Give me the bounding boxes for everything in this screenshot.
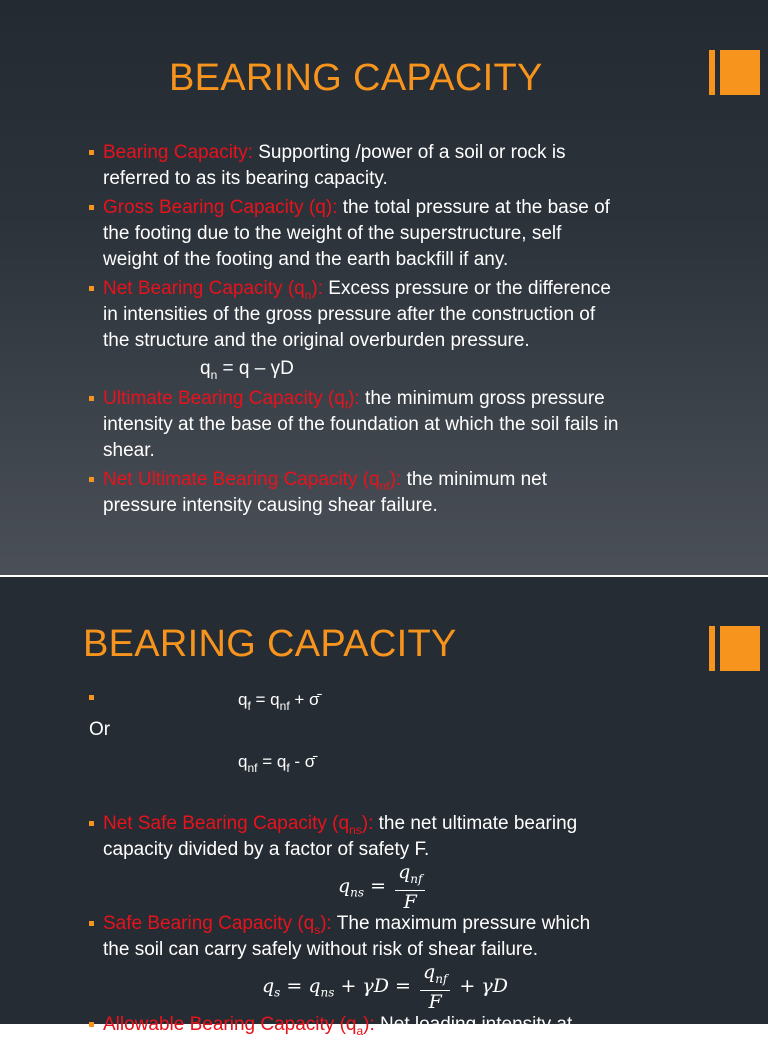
term-bearing-capacity: Bearing Capacity: <box>103 142 253 163</box>
term-ultimate-bearing-capacity: Ultimate Bearing Capacity $(q_f)$: <box>103 388 360 412</box>
term-net-ultimate-bearing-capacity: Net Ultimate Bearing Capacity $(q_{nf})$: <box>103 469 402 493</box>
accent-bar-thick <box>720 50 760 95</box>
net-ultimate-bearing-capacity-def-line-2: pressure intensity causing shear failure. <box>103 495 438 516</box>
term-allowable-bearing-capacity: Allowable Bearing Capacity $(q_a)$: <box>103 1014 375 1038</box>
safe-fraction: $\frac{q_{nf}}{F}$ <box>420 961 450 1013</box>
accent-bar-thick <box>720 626 760 671</box>
term-net-safe-bearing-capacity: Net Safe Bearing Capacity $(q_{ns})$: <box>103 813 374 837</box>
bearing-capacity-def-line-2: referred to as its bearing capacity. <box>103 168 388 189</box>
or-text: Or <box>89 719 111 740</box>
net-safe-bearing-capacity-def-line-1: Net Safe Bearing Capacity $(q_{ns})$: the net ultimate bearing <box>103 813 578 837</box>
net-safe-capacity-equation: $q_{ns}$ = $\frac{q_{nf}}{F}$ <box>338 861 428 913</box>
accent-bar-thin <box>709 626 715 671</box>
bullet-icon <box>89 150 94 155</box>
net-ultimate-capacity-equation: $q_{nf} = q_f$ - σ̄ <box>238 752 316 775</box>
ultimate-bearing-capacity-def-line-2: intensity at the base of the foundation at which the soil fails in <box>103 414 619 435</box>
ultimate-capacity-equation: $q_f = q_{nf}$ + σ̄ <box>238 690 320 713</box>
gross-bearing-capacity-def-line-3: weight of the footing and the earth backfill if any. <box>103 249 509 270</box>
bullet-icon <box>89 205 94 210</box>
slide-1-title: BEARING CAPACITY <box>169 57 543 99</box>
bullet-icon <box>89 921 94 926</box>
net-safe-bearing-capacity-def-line-2: capacity divided by a factor of safety F. <box>103 839 430 860</box>
safe-bearing-capacity-def-line-2: the soil can carry safely without risk of shear failure. <box>103 939 539 960</box>
slide-2-accent-bars <box>709 626 760 671</box>
bullet-icon <box>89 695 94 700</box>
net-bearing-capacity-def-line-1: Net Bearing Capacity $(q_n)$: Excess pressure or the difference <box>103 278 611 302</box>
slide-2-title: BEARING CAPACITY <box>83 623 457 665</box>
gross-bearing-capacity-def-line-1: Gross Bearing Capacity (q): the total pressure at the base of <box>103 197 610 218</box>
accent-bar-thin <box>709 50 715 95</box>
net-ultimate-bearing-capacity-def-line-1: Net Ultimate Bearing Capacity $(q_{nf})$: the minimum net <box>103 469 548 493</box>
gross-bearing-capacity-def-line-2: the footing due to the weight of the superstructure, self <box>103 223 562 244</box>
safe-capacity-equation: $q_s = q_{ns} + \gamma D$ = $\frac{q_{nf}}{F}$ + γD <box>262 961 508 1013</box>
net-bearing-capacity-formula: $q_n = q - \gamma D$ <box>200 358 294 382</box>
bullet-icon <box>89 477 94 482</box>
safe-bearing-capacity-def-line-1: Safe Bearing Capacity $(q_s)$: The maximum pressure which <box>103 913 591 937</box>
term-gross-bearing-capacity: Gross Bearing Capacity (q): <box>103 197 338 218</box>
bullet-icon <box>89 821 94 826</box>
slide-1-accent-bars <box>709 50 760 95</box>
ultimate-bearing-capacity-def-line-1: Ultimate Bearing Capacity $(q_f)$: the minimum gross pressure <box>103 388 605 412</box>
ultimate-bearing-capacity-def-line-3: shear. <box>103 440 155 461</box>
term-net-bearing-capacity: Net Bearing Capacity $(q_n)$: <box>103 278 324 302</box>
bearing-capacity-def-line-1: Bearing Capacity: Supporting /power of a soil or rock is <box>103 142 566 163</box>
allowable-bearing-capacity-def-line-1: Allowable Bearing Capacity $(q_a)$: Net loading intensity at <box>103 1014 573 1038</box>
term-safe-bearing-capacity: Safe Bearing Capacity $(q_s)$: <box>103 913 332 937</box>
net-bearing-capacity-def-line-2: in intensities of the gross pressure after the construction of <box>103 304 596 325</box>
slide-2 <box>0 577 768 1038</box>
bullet-icon <box>89 1022 94 1027</box>
bullet-icon <box>89 286 94 291</box>
net-safe-fraction: $\frac{q_{nf}}{F}$ <box>395 861 425 913</box>
net-bearing-capacity-def-line-3: the structure and the original overburden pressure. <box>103 330 530 351</box>
bullet-icon <box>89 396 94 401</box>
